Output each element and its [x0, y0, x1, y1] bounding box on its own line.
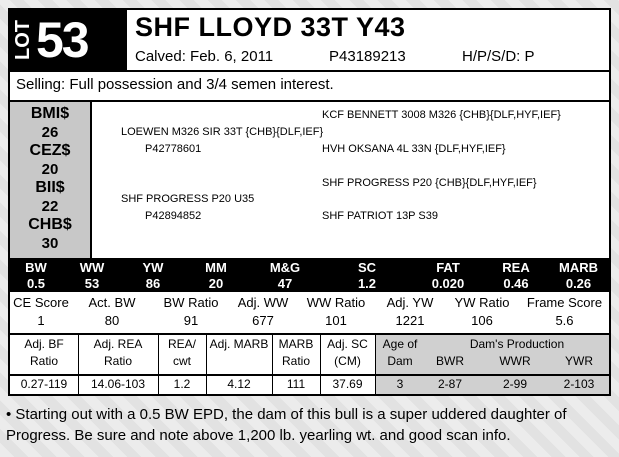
carcass-value: 4.12	[227, 377, 251, 391]
carcass-label: (CM)	[334, 354, 361, 368]
calved-date: Calved: Feb. 6, 2011	[135, 48, 274, 65]
perf-value: 1221	[395, 313, 425, 328]
dam-production-col: WWR	[499, 354, 531, 368]
epd-label: BW	[25, 260, 47, 275]
dam-age-label: Dam	[387, 354, 413, 368]
pedigree-dam-dam: SHF PATRIOT 13P S39	[322, 210, 438, 222]
lot-side-label: LOT	[12, 20, 34, 60]
epd-label: SC	[357, 260, 377, 275]
perf-label: YW Ratio	[454, 295, 510, 310]
epd-label: M&G	[269, 260, 301, 275]
perf-value: 101	[325, 313, 347, 328]
divider	[10, 374, 609, 376]
carcass-label: Adj. MARB	[209, 337, 269, 351]
carcass-value: 1.2	[173, 377, 191, 391]
perf-label: WW Ratio	[306, 295, 366, 310]
epd-value: 1.2	[357, 276, 377, 291]
carcass-label: Ratio	[103, 354, 132, 368]
lot-card	[8, 8, 611, 396]
pedigree-sire-sire: KCF BENNETT 3008 M326 {CHB}{DLF,HYF,IEF}	[322, 109, 561, 121]
carcass-label: Adj. SC	[327, 337, 368, 351]
index-value: 30	[41, 235, 59, 252]
carcass-label: Adj. REA	[93, 337, 143, 351]
perf-value: 1	[37, 313, 45, 328]
index-panel	[10, 102, 92, 258]
dam-production-col: YWR	[565, 354, 593, 368]
epd-bar	[10, 258, 609, 292]
perf-label: Frame Score	[526, 295, 603, 310]
perf-value: 91	[183, 313, 199, 328]
epd-value: 0.46	[503, 276, 529, 291]
epd-label: WW	[79, 260, 105, 275]
perf-label: Adj. YW	[386, 295, 434, 310]
perf-label: BW Ratio	[163, 295, 219, 310]
carcass-value: 37.69	[332, 377, 363, 391]
description-note: • Starting out with a 0.5 BW EPD, the dam of this bull is a super uddered daughter of Progress. Be sure and note above 1,200 lb. yearling wt. and good scan info.	[6, 406, 567, 444]
index-label: BII$	[35, 179, 65, 196]
perf-label: Adj. WW	[237, 295, 289, 310]
dam-age-label: Age of	[382, 337, 418, 351]
index-label: CEZ$	[29, 142, 71, 159]
epd-label: MARB	[559, 260, 598, 275]
carcass-label: Ratio	[29, 354, 58, 368]
epd-value: 53	[84, 276, 100, 291]
lot-badge	[10, 10, 127, 70]
index-value: 26	[41, 124, 59, 141]
bull-name: SHF LLOYD 33T Y43	[135, 12, 406, 42]
perf-label: CE Score	[13, 295, 69, 310]
epd-label: FAT	[436, 260, 460, 275]
selling-terms: Selling: Full possession and 3/4 semen interest.	[16, 76, 334, 93]
dam-production-value: 2-99	[502, 377, 528, 391]
pedigree-dam-reg: P42894852	[145, 210, 202, 222]
epd-value: 0.26	[565, 276, 592, 291]
epd-label: YW	[142, 260, 164, 275]
perf-label: Act. BW	[88, 295, 136, 310]
pedigree-dam-sire: SHF PROGRESS P20 {CHB}{DLF,HYF,IEF}	[322, 177, 537, 189]
divider	[10, 70, 609, 72]
hpsd-status: H/P/S/D: P	[462, 48, 535, 65]
carcass-label: Adj. BF	[24, 337, 64, 351]
carcass-value: 14.06-103	[90, 377, 146, 391]
epd-value: 0.020	[431, 276, 465, 291]
dam-production-value: 2-87	[437, 377, 463, 391]
carcass-label: cwt	[173, 354, 191, 368]
dam-production-title: Dam's Production	[469, 337, 565, 351]
epd-label: REA	[502, 260, 530, 275]
lot-number: 53	[36, 12, 88, 68]
pedigree	[94, 102, 609, 258]
dam-production-value: 2-103	[563, 377, 595, 391]
pedigree-sire-dam: HVH OKSANA 4L 33N {DLF,HYF,IEF}	[322, 143, 506, 155]
epd-value: 47	[277, 276, 293, 291]
carcass-value: 0.27-119	[20, 377, 68, 391]
pedigree-sire-reg: P42778601	[145, 143, 202, 155]
dam-age-value: 3	[396, 377, 404, 391]
pedigree-sire: LOEWEN M326 SIR 33T {CHB}{DLF,IEF}	[121, 126, 324, 138]
epd-value: 20	[208, 276, 224, 291]
carcass-label: REA/	[167, 337, 196, 351]
dam-production-col: BWR	[436, 354, 464, 368]
index-label: CHB$	[28, 216, 72, 233]
perf-value: 106	[471, 313, 493, 328]
epd-value: 86	[145, 276, 161, 291]
perf-value: 677	[252, 313, 274, 328]
pedigree-dam: SHF PROGRESS P20 U35	[121, 193, 255, 205]
perf-value: 80	[104, 313, 120, 328]
perf-value: 5.6	[555, 313, 574, 328]
index-value: 20	[41, 161, 59, 178]
carcass-value: 111	[286, 377, 306, 391]
index-value: 22	[41, 198, 59, 215]
index-label: BMI$	[30, 105, 70, 122]
epd-value: 0.5	[26, 276, 46, 291]
registration-number: P43189213	[329, 48, 406, 65]
epd-label: MM	[205, 260, 227, 275]
carcass-label: MARB	[278, 337, 314, 351]
carcass-label: Ratio	[281, 354, 310, 368]
